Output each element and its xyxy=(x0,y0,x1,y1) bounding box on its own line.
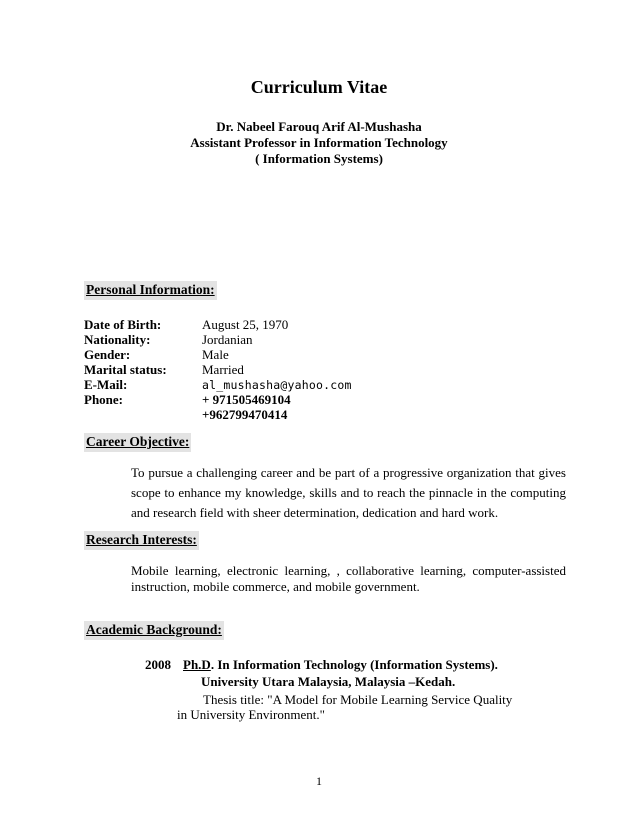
personal-value-nationality: Jordanian xyxy=(202,332,253,347)
personal-label-phone: Phone: xyxy=(84,392,123,407)
personal-label-gender: Gender: xyxy=(84,347,131,362)
academic-degree-detail: . In Information Technology (Information Systems). xyxy=(210,657,498,672)
personal-label-nationality: Nationality: xyxy=(84,332,151,347)
academic-degree-abbrev: Ph.D xyxy=(183,657,211,672)
section-heading-academic: Academic Background: xyxy=(84,621,224,640)
section-heading-career: Career Objective: xyxy=(84,433,191,452)
career-objective-text: To pursue a challenging career and be part of a progressive organization that gives scope to enhance my knowledge, skills and to reach the pinnacle in the computing and research field with sheer determination, dedication and hard work. xyxy=(131,465,566,520)
personal-label-dob: Date of Birth: xyxy=(84,317,162,332)
academic-degree xyxy=(183,657,498,673)
section-heading-research: Research Interests: xyxy=(84,531,199,550)
academic-institution: University Utara Malaysia, Malaysia –Kedah. xyxy=(201,674,456,689)
academic-thesis-line-1: Thesis title: "A Model for Mobile Learning Service Quality xyxy=(203,692,513,707)
academic-thesis-line-2: in University Environment." xyxy=(177,707,325,722)
personal-value-dob: August 25, 1970 xyxy=(202,317,289,332)
personal-label-marital: Marital status: xyxy=(84,362,167,377)
personal-value-marital: Married xyxy=(202,362,244,377)
page-number: 1 xyxy=(316,774,322,788)
author-field: ( Information Systems) xyxy=(255,151,383,166)
research-interests-text: Mobile learning, electronic learning, , collaborative learning, computer-assisted instruction, mobile commerce, and mobile government. xyxy=(131,563,566,594)
personal-value-phone: + 971505469104 xyxy=(202,392,291,407)
author-name: Dr. Nabeel Farouq Arif Al-Mushasha xyxy=(216,119,422,134)
personal-value-phone-2: +962799470414 xyxy=(202,407,288,422)
document-title: Curriculum Vitae xyxy=(250,77,388,97)
author-position: Assistant Professor in Information Technology xyxy=(190,135,448,150)
section-heading-personal: Personal Information: xyxy=(84,281,217,300)
personal-label-email: E-Mail: xyxy=(84,377,128,392)
personal-value-gender: Male xyxy=(202,347,229,362)
personal-value-email: al_mushasha@yahoo.com xyxy=(202,378,352,392)
academic-year: 2008 xyxy=(145,657,171,672)
